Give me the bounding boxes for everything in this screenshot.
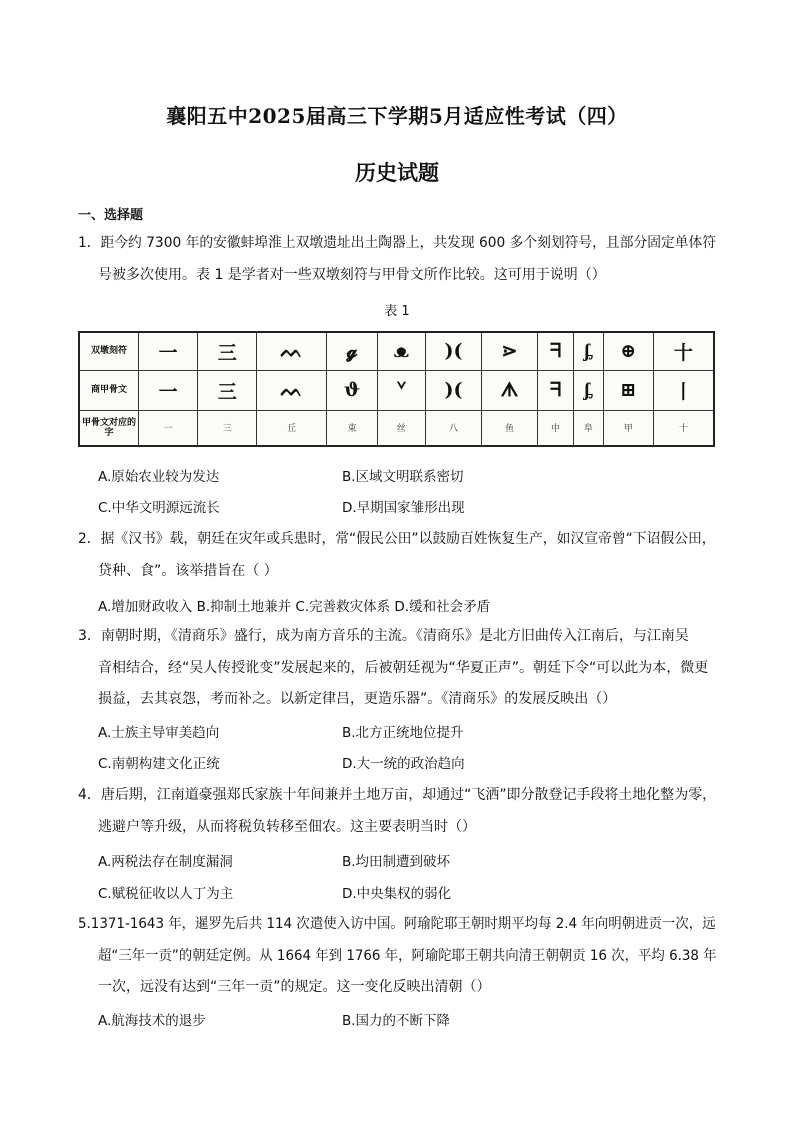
char-cell: 甲	[603, 410, 653, 446]
q4-option-a: A.两税法存在制度漏洞	[98, 854, 233, 870]
q1-option-a: A.原始农业较为发达	[98, 469, 220, 485]
section-heading: 一、选择题	[78, 208, 144, 223]
char-cell: 丝	[377, 410, 425, 446]
glyph-cell: ⊞	[603, 370, 653, 410]
question-3-line-3: 损益，去其哀怨，考而补之。以新定律吕，更造乐器”。《清商乐》的发展反映出（）	[98, 691, 617, 707]
glyph-cell: 丨	[653, 370, 714, 410]
glyph-cell: ᨓ	[257, 332, 327, 370]
q1-option-b: B.区域文明联系密切	[342, 469, 464, 485]
question-5-line-3: 一次，远没有达到“三年一贡”的规定。这一变化反映出清朝（）	[98, 979, 491, 995]
glyph-comparison-table	[78, 331, 715, 447]
char-cell: 十	[653, 410, 714, 446]
q5-option-a: A.航海技术的退步	[98, 1013, 206, 1029]
glyph-cell: ᖷ	[537, 332, 573, 370]
question-5-line-1: 5.1371-1643 年，暹罗先后共 114 次遣使入访中国。阿瑜陀耶王朝时期平均每 2.4 年向明朝进贡一次，远	[78, 916, 716, 932]
glyph-cell: ⊕	[603, 332, 653, 370]
glyph-cell: ᗑ	[482, 370, 538, 410]
table-row-jiagu	[79, 370, 714, 410]
glyph-cell: 𝓰	[327, 332, 378, 370]
glyph-cell: 一	[139, 332, 198, 370]
q1-option-d: D.早期国家雏形出现	[342, 500, 465, 516]
row-label: 双墩刻符	[79, 332, 139, 370]
glyph-cell: 三	[198, 370, 257, 410]
q4-option-c: C.赋税征收以人丁为主	[98, 886, 234, 902]
q3-option-d: D.大一统的政治趋向	[342, 756, 465, 772]
char-cell: 阜	[574, 410, 604, 446]
q5-option-b: B.国力的不断下降	[342, 1013, 451, 1029]
question-5-line-2: 超“三年一贡”的朝廷定例。从 1664 年到 1766 年，阿瑜陀耶王朝共向清王朝朝贡 16 次，平均 6.38 年	[98, 948, 717, 964]
glyph-cell: ᖷ	[537, 370, 573, 410]
q3-option-c: C.南朝构建文化正统	[98, 756, 220, 772]
table-row-shuangdun	[79, 332, 714, 370]
char-cell: 中	[537, 410, 573, 446]
row-label: 甲骨文对应的字	[79, 410, 139, 446]
question-3-line-1: 3．南朝时期，《清商乐》盛行，成为南方音乐的主流。《清商乐》是北方旧曲传入江南后，与江南吴	[78, 628, 689, 644]
exam-title: 襄阳五中2025届高三下学期5月适应性考试（四）	[166, 104, 628, 128]
glyph-cell: ᴥ	[377, 332, 425, 370]
question-4-line-2: 逃避户等升级，从而将税负转移至佃农。这主要表明当时（）	[98, 819, 476, 835]
exam-subtitle: 历史试题	[355, 160, 439, 185]
glyph-cell: 一	[139, 370, 198, 410]
q2-options: A.增加财政收入 B.抑制土地兼并 C.完善救灾体系 D.缓和社会矛盾	[98, 599, 491, 615]
glyph-cell: )(	[425, 332, 481, 370]
question-3-line-2: 音相结合，经“吴人传授讹变”发展起来的，后被朝廷视为“华夏正声”。朝廷下令“可以此为本，微更	[98, 660, 709, 676]
row-label: 商甲骨文	[79, 370, 139, 410]
q4-option-b: B.均田制遭到破坏	[342, 854, 451, 870]
char-cell: 鱼	[482, 410, 538, 446]
glyph-cell: ᶋ	[574, 370, 604, 410]
table-row-chars	[79, 410, 714, 446]
q3-option-a: A.士族主导审美趋向	[98, 725, 220, 741]
q3-option-b: B.北方正统地位提升	[342, 725, 464, 741]
char-cell: 八	[425, 410, 481, 446]
q4-option-d: D.中央集权的弱化	[342, 886, 452, 902]
q1-option-c: C.中华文明源远流长	[98, 500, 220, 516]
char-cell: 束	[327, 410, 378, 446]
question-2-line-2: 贷种、食”。该举措旨在（ ）	[98, 563, 278, 579]
question-4-line-1: 4．唐后期，江南道豪强郑氏家族十年间兼并土地万亩，却通过“飞洒”即分散登记手段将土地化整为零，	[78, 787, 717, 803]
glyph-cell: ᶋ	[574, 332, 604, 370]
char-cell: 丘	[257, 410, 327, 446]
glyph-cell: ᘁ	[377, 370, 425, 410]
glyph-cell: ⋗	[482, 332, 538, 370]
char-cell: 三	[198, 410, 257, 446]
table-caption: 表 1	[384, 304, 410, 319]
question-1-line-1: 1．距今约 7300 年的安徽蚌埠淮上双墩遗址出土陶器上，共发现 600 多个刻划符号，且部分固定单体符	[78, 235, 717, 251]
glyph-cell: 三	[198, 332, 257, 370]
char-cell: 一	[139, 410, 198, 446]
glyph-cell: ᨓ	[257, 370, 327, 410]
question-2-line-1: 2．据《汉书》载，朝廷在灾年或兵患时，常“假民公田”以鼓励百姓恢复生产，如汉宣帝曾“下诏假公田，	[78, 531, 716, 547]
glyph-cell: ϑ	[327, 370, 378, 410]
question-1-line-2: 号被多次使用。表 1 是学者对一些双墩刻符与甲骨文所作比较。这可用于说明（）	[98, 267, 606, 283]
glyph-cell: 十	[653, 332, 714, 370]
glyph-cell: )(	[425, 370, 481, 410]
